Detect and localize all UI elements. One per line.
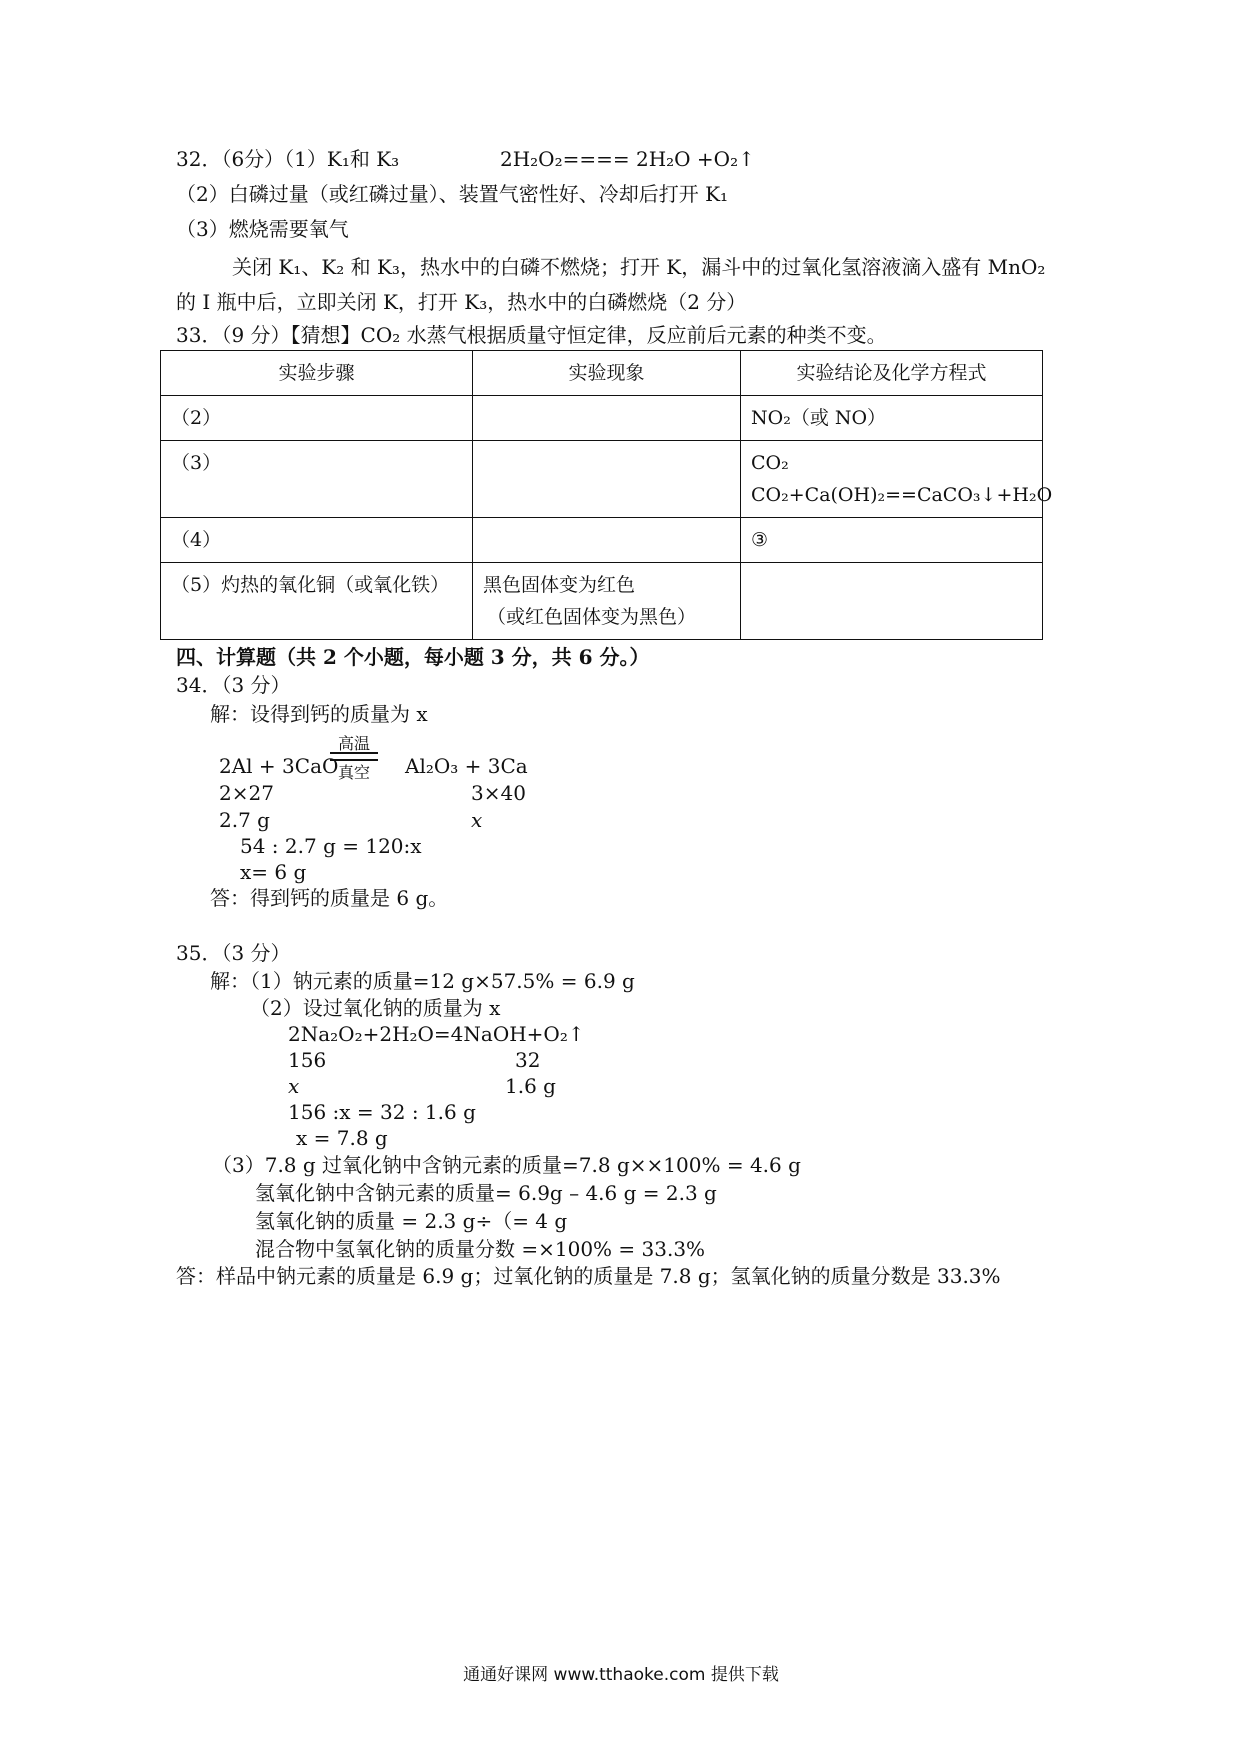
q34-proportion: 54 : 2.7 g = 120:x [240,834,422,858]
q35-given-right: 1.6 g [505,1074,556,1098]
q35-part3: （3）7.8 g 过氧化钠中含钠元素的质量=7.8 g××100% = 4.6 g [212,1153,801,1177]
q35-given-left: x [288,1074,300,1098]
q34-equation-right: Al₂O₃ + 3Ca [405,754,528,778]
q34-answer: 答：得到钙的质量是 6 g。 [210,886,449,910]
q35-equation: 2Na₂O₂+2H₂O=4NaOH+O₂↑ [288,1022,585,1046]
q34-solution-intro: 解：设得到钙的质量为 x [210,702,428,726]
row-conclusion: ③ [741,518,1043,563]
q33-intro: 33．（9 分）【猜想】CO₂ 水蒸气根据质量守恒定律，反应前后元素的种类不变。 [176,323,887,347]
header-phenomenon: 实验现象 [473,351,741,396]
section-title: 四、计算题（共 2 个小题，每小题 3 分，共 6 分。） [176,645,650,669]
q35-part2: （2）设过氧化钠的质量为 x [250,996,501,1020]
q34-given-right: x [471,808,483,832]
table-row [161,396,1043,441]
row-phenomenon [473,563,741,640]
phenomenon-line2: （或红色固体变为黑色） [487,606,697,628]
q34-mass-left: 2×27 [219,781,274,805]
footer-credit: 通通好课网 www.tthaoke.com 提供下载 [463,1665,779,1685]
row-step: （3） [161,441,473,518]
table-row [161,518,1043,563]
q34-equation-left: 2Al + 3CaO [219,754,339,778]
q34-result: x= 6 g [240,860,307,884]
q32-line3: （3）燃烧需要氧气 [176,217,349,241]
q32-line4: 关闭 K₁、K₂ 和 K₃，热水中的白磷不燃烧；打开 K，漏斗中的过氧化氢溶液滴入盛有 MnO₂ [232,255,1046,279]
q35-result: x = 7.8 g [296,1126,388,1150]
q34-condition-top: 高温 [338,734,371,753]
conclusion-line1: CO₂ [751,452,789,474]
row-step: （2） [161,396,473,441]
q34-head: 34．（3 分） [176,673,291,697]
header-step: 实验步骤 [161,351,473,396]
q35-proportion: 156 :x = 32 : 1.6 g [288,1100,476,1124]
q35-answer: 答：样品中钠元素的质量是 6.9 g；过氧化钠的质量是 7.8 g；氢氧化钠的质量分数是 33.3% [176,1264,1001,1288]
conclusion-line2: CO₂+Ca(OH)₂==CaCO₃↓+H₂O [751,484,1053,506]
q35-mass-left: 156 [288,1048,327,1072]
q35-part4: 氢氧化钠中含钠元素的质量= 6.9g – 4.6 g = 2.3 g [255,1181,717,1205]
table-row [161,441,1043,518]
experiment-table [160,350,1053,640]
equals-sign [330,752,378,761]
q35-part1: 解：（1）钠元素的质量=12 g×57.5% = 6.9 g [210,969,635,993]
q35-mass-right: 32 [515,1048,541,1072]
row-conclusion: NO₂（或 NO） [741,396,1043,441]
q32-line5: 的 I 瓶中后，立即关闭 K，打开 K₃，热水中的白磷燃烧（2 分） [176,290,747,314]
q34-given-left: 2.7 g [219,808,270,832]
table-row [161,563,1043,640]
row-conclusion [741,563,1043,640]
q35-head: 35．（3 分） [176,941,291,965]
q32-line2: （2）白磷过量（或红磷过量）、装置气密性好、冷却后打开 K₁ [176,182,729,206]
q34-condition-bottom: 真空 [338,763,371,782]
phenomenon-line1: 黑色固体变为红色 [483,574,636,596]
row-phenomenon [473,441,741,518]
header-conclusion: 实验结论及化学方程式 [741,351,1043,396]
row-conclusion [741,441,1053,518]
q32-line1-part1: 32．（6分）（1）K₁和 K₃ [176,147,400,171]
row-step: （4） [161,518,473,563]
row-step: （5）灼热的氧化铜（或氧化铁） [161,563,473,640]
row-phenomenon [473,396,741,441]
q35-part6: 混合物中氢氧化钠的质量分数 =×100% = 33.3% [255,1237,706,1261]
row-phenomenon [473,518,741,563]
q34-mass-right: 3×40 [471,781,526,805]
q32-line1-equation: 2H₂O₂==== 2H₂O +O₂↑ [500,147,755,171]
q35-part5: 氢氧化钠的质量 = 2.3 g÷（= 4 g [255,1209,568,1233]
